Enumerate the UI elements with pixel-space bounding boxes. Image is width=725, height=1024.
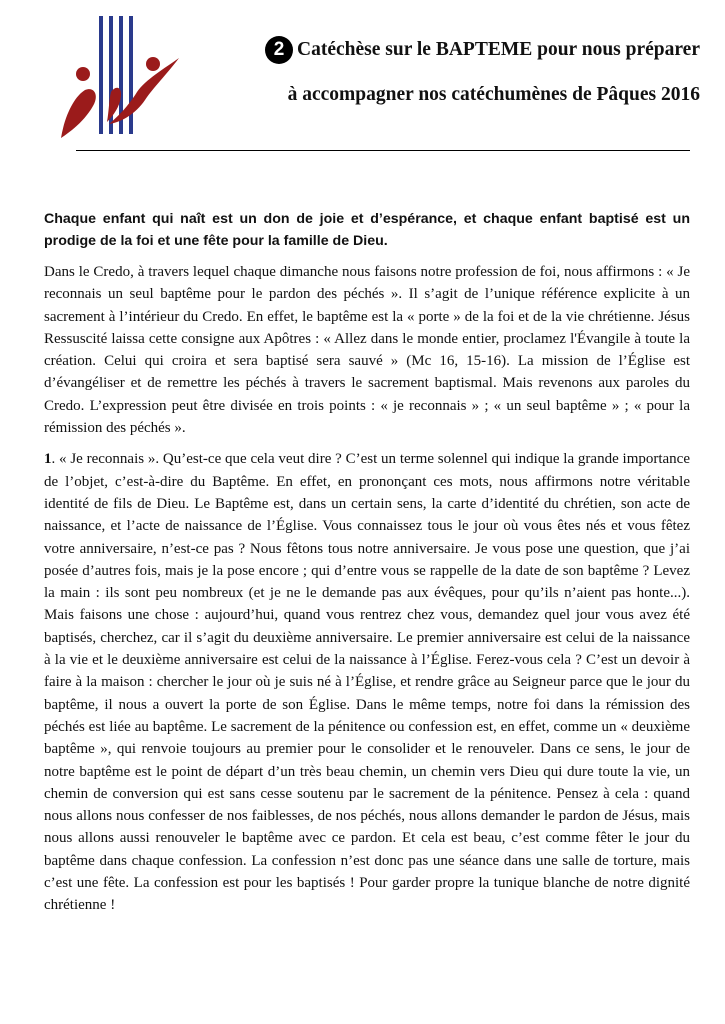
- baptism-logo: [55, 14, 185, 144]
- catechesis-number-badge: 2: [265, 36, 293, 64]
- title-line-2: à accompagner nos catéchumènes de Pâques 2016: [287, 84, 700, 105]
- credo-paragraph: Dans le Credo, à travers lequel chaque dimanche nous faisons notre profession de foi, nous affirmons : « Je reconnais un seul baptême pour le pardon des péchés ». Il s’agit de l’unique référence explicite à un sacrement à l’intérieur du Credo. En effet, le baptême est la « porte » de la foi et de la vie chrétienne. Jésus Ressuscité laissa cette consigne aux Apôtres : « Allez dans le monde entier, proclamez l'Évangile à toute la création. Celui qui croira et sera baptisé sera sauvé » (Mc 16, 15-16). La mission de l’Église est d’évangéliser et de remettre les péchés à travers le sacrement baptismal. Mais revenons aux paroles du Credo. L’expression peut être divisée en trois points : « je reconnais » ; « un seul baptême » ; « pour la rémission des péchés ».: [44, 264, 690, 437]
- title-text-1: Catéchèse sur le BAPTEME pour nous préparer: [297, 39, 700, 60]
- logo-graphic: [55, 14, 185, 144]
- title-divider: [76, 150, 690, 151]
- section-number: 1: [44, 451, 52, 468]
- intro-paragraph: Chaque enfant qui naît est un don de joie et d’espérance, et chaque enfant baptisé est un prodige de la foi et une fête pour la famille de Dieu.: [44, 211, 690, 249]
- title-line-1: [200, 36, 700, 64]
- section-1-paragraph: [44, 448, 690, 916]
- section-1-text: . « Je reconnais ». Qu’est-ce que cela veut dire ? C’est un terme solennel qui indique la grande importance de l’objet, c’est-à-dire du Baptême. En effet, en prononçant ces mots, nous affirmons notre véritable identité de fils de Dieu. Le Baptême est, dans un certain sens, la carte d’identité du chrétien, son acte de naissance, et l’acte de naissance de l’Église. Vous connaissez tous le jour où vous êtes nés et vous fêtez votre anniversaire, n’est-ce pas ? Nous fêtons tous notre anniversaire. Je vous pose une question, que j’ai posée d’autres fois, mais je la pose encore ; qui d’entre vous se rappelle de la date de son baptême ? Levez la main : ils sont peu nombreux (et je ne le demande pas aux évêques, pour qu’ils n’aient pas honte...). Mais faisons une chose : aujourd’hui, quand vous rentrez chez vous, demandez quel jour vous avez été baptisés, cherchez, car il s’agit du deuxième anniversaire. Le premier anniversaire est celui de la naissance à la vie et le deuxième anniversaire est celui de la naissance à l’Église. Ferez-vous cela ? C’est un devoir à faire à la maison : chercher le jour où je suis né à l’Église, et rendre grâce au Seigneur parce que le jour du baptême, il nous a ouvert la porte de son Église. Dans le même temps, notre foi dans la rémission des péchés est liée au baptême. Le sacrement de la pénitence ou confession est, en effet, comme un « deuxième baptême », qui renvoie toujours au premier pour le consolider et le renouveler. Dans ce sens, le jour de notre baptême est le point de départ d’un très beau chemin, un chemin vers Dieu qui dure toute la vie, un chemin de conversion qui est sans cesse soutenu par le sacrement de la pénitence. Pensez à cela : quand nous allons nous confesser de nos faiblesses, de nos péchés, nous allons demander le pardon de Jésus, mais nous allons aussi renouveler le baptême avec ce pardon. Et cela est beau, c’est comme fêter le jour du baptême dans chaque confession. La confession n’est donc pas une séance dans une salle de torture, mais c’est une fête. La confession est pour les baptisés ! Pour garder propre la tunique blanche de notre dignité chrétienne !: [44, 451, 690, 914]
- document-body: [44, 208, 690, 926]
- document-title: [200, 36, 700, 106]
